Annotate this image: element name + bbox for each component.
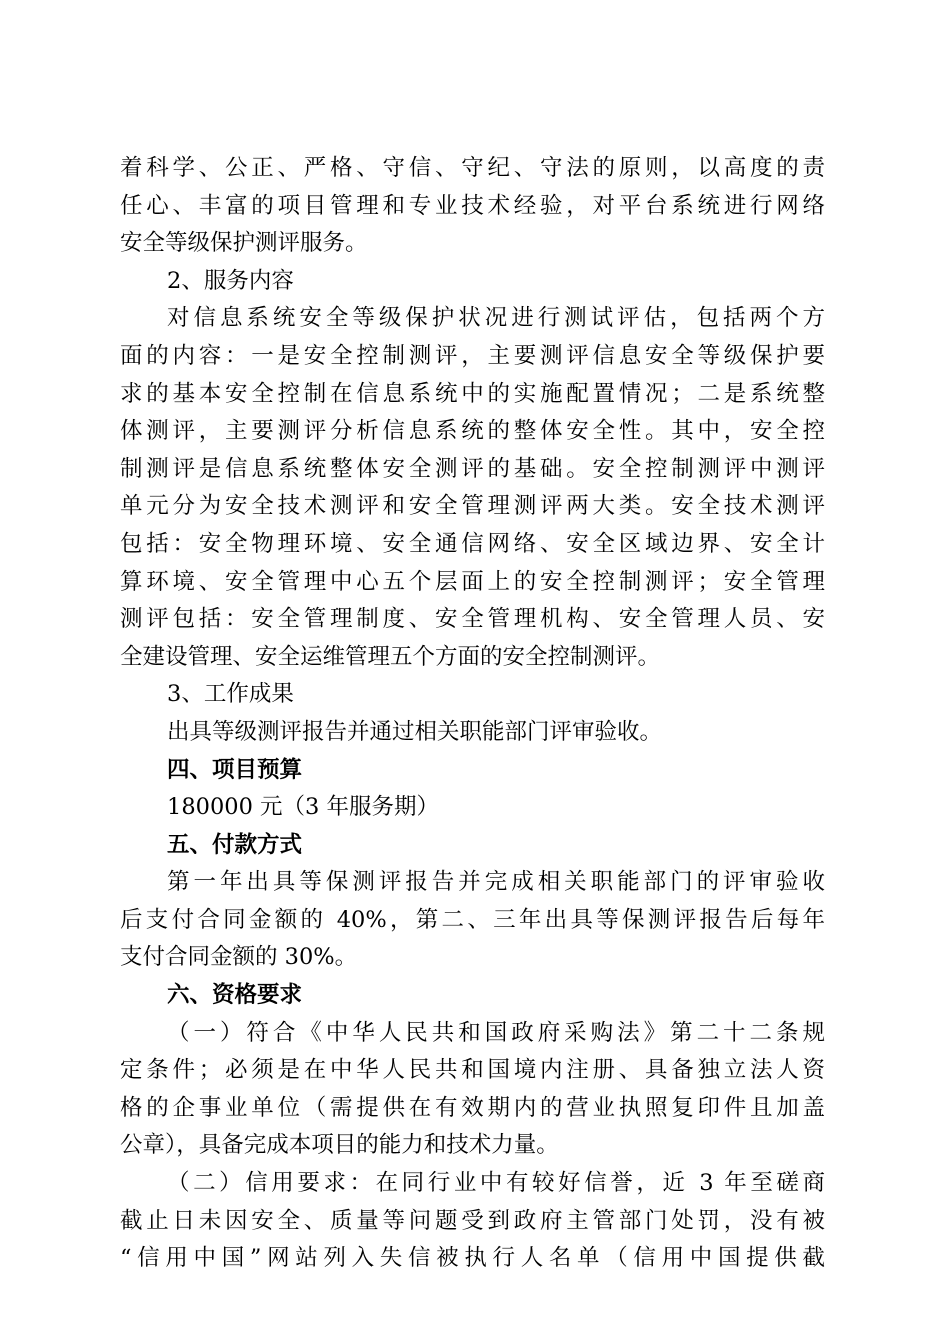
text-line: 安全等级保护测评服务。: [120, 230, 368, 257]
text-line: （二）信用要求：在同行业中有较好信誉，近 3 年至磋商: [167, 1170, 825, 1197]
text-line: 体测评，主要测评分析信息系统的整体安全性。其中，安全控: [120, 418, 825, 445]
text-line: 格的企事业单位（需提供在有效期内的营业执照复印件且加盖: [120, 1094, 825, 1121]
text-line: 公章），具备完成本项目的能力和技术力量。: [120, 1132, 559, 1159]
text-line: 测评包括：安全管理制度、安全管理机构、安全管理人员、安: [120, 606, 825, 633]
text-line: 算环境、安全管理中心五个层面上的安全控制测评；安全管理: [120, 568, 825, 595]
text-line: 对信息系统安全等级保护状况进行测试评估，包括两个方: [167, 305, 825, 332]
text-line: “信用中国”网站列入失信被执行人名单（信用中国提供截: [120, 1245, 825, 1272]
text-line: 定条件；必须是在中华人民共和国境内注册、具备独立法人资: [120, 1057, 825, 1084]
text-line: 截止日未因安全、质量等问题受到政府主管部门处罚，没有被: [120, 1207, 825, 1234]
text-line: （一）符合《中华人民共和国政府采购法》第二十二条规: [167, 1019, 825, 1046]
section-heading-budget: 四、项目预算: [167, 756, 303, 783]
document-page: [120, 150, 825, 1278]
text-line: 出具等级测评报告并通过相关职能部门评审验收。: [167, 718, 663, 745]
text-line: 包括：安全物理环境、安全通信网络、安全区域边界、安全计: [120, 530, 825, 557]
text-line: 全建设管理、安全运维管理五个方面的安全控制测评。: [120, 643, 661, 670]
text-line: 支付合同金额的 30%。: [120, 944, 358, 971]
subsection-heading: 3、工作成果: [167, 681, 294, 708]
section-heading-qualification: 六、资格要求: [167, 982, 303, 1009]
text-line: 着科学、公正、严格、守信、守纪、守法的原则，以高度的责: [120, 155, 825, 181]
text-line: 制测评是信息系统整体安全测评的基础。安全控制测评中测评: [120, 455, 825, 482]
text-line: 第一年出具等保测评报告并完成相关职能部门的评审验收: [167, 869, 825, 896]
subsection-heading: 2、服务内容: [167, 267, 294, 294]
text-line: 任心、丰富的项目管理和专业技术经验，对平台系统进行网络: [120, 192, 825, 219]
text-line: 面的内容：一是安全控制测评，主要测评信息安全等级保护要: [120, 342, 825, 369]
text-line: 求的基本安全控制在信息系统中的实施配置情况；二是系统整: [120, 380, 825, 407]
text-line: 单元分为安全技术测评和安全管理测评两大类。安全技术测评: [120, 493, 825, 520]
text-line: 后支付合同金额的 40%，第二、三年出具等保测评报告后每年: [120, 906, 825, 933]
budget-amount: 180000 元（3 年服务期）: [167, 794, 440, 821]
section-heading-payment: 五、付款方式: [167, 831, 303, 858]
